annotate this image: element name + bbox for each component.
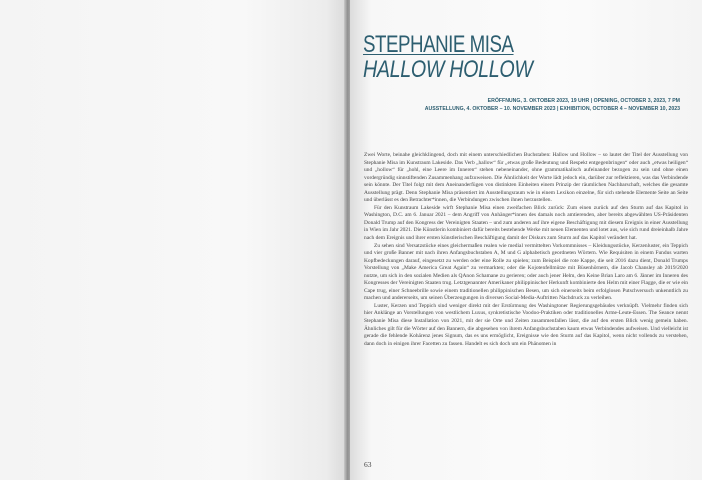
paragraph: Luster, Kerzen und Teppich sind weniger direkt mit der Erstürmung des Washingtoner Regierungsgebäudes verknüpft. Vielmehr finden sich hier Anklänge an Vorstellungen von westlichem Luxus, synkretistische Voodoo-Praktiken oder traditionelles Arme-Leute-Essen. The Seance nennt Stephanie Misa diese Installation von 2021, mit der sie Orte und Zeiten zusammenfallen lässt, die auf den ersten Blick wenig gemein haben. Ähnliches gilt für die Wörter auf den Bannern, die abgesehen von ihrem Anfangsbuchstaben kaum etwas Verbindendes aufweisen. Und vielleicht ist gerade die fehlende Kohärenz jenes Signum, das es uns ermöglicht, Ereignisse wie den Sturm auf das Kapitol, wenn nicht vollends zu verstehen, dann doch in einigen ihrer Facetten zu fassen. Handelt es sich doch um ein Phänomen in [364, 302, 688, 347]
paragraph: Für den Kunstraum Lakeside wirft Stephanie Misa einen zweifachen Blick zurück: Zum einen zurück auf den Sturm auf das Kapitol in Washington, D.C. am 6. Januar 2021 – dem Angriff von Anhänger*innen des damals noch amtierenden, aber bereits abgewählten US-Präsidenten Donald Trump auf den Kongress der Vereinigten Staaten – und zum anderen auf ihre eigene Beschäftigung mit diesem Ereignis in einer Ausstellung in Wien im Jahr 2021. Die Künstlerin kombiniert dafür bereits bestehende Werke mit neuen Elementen und lotet aus, wie sich rund dreieinhalb Jahre nach dem Ereignis und ihrer ersten künstlerischen Beschäftigung damit der Diskurs zum Sturm auf das Kapitol verändert hat. [364, 204, 688, 242]
paragraph: Zwei Worte, beinahe gleichklingend, doch mit einem unterschiedlichen Buchstaben: Hallow und Hollow – so lautet der Titel der Ausstellung von Stephanie Misa im Kunstraum Lakeside. Das Verb „hallow“ für „etwas große Bedeutung und Respekt entgegenbringen“ oder auch „etwas heiligen“ und „hollow“ für „hohl, eine Leere im Inneren“ stehen nebeneinander, ohne grammatikalisch aufeinander bezogen zu sein und ohne einen vordergründig sinnstiftenden Zusammenhang aufzuweisen. Die Ähnlichkeit der Worte lädt jedoch ein, darüber zur reflektieren, was das Verbindende sein könnte. Der Titel folgt mit dem Aneinanderfügen von distinkten Einheiten einem Prinzip der räumlichen Nachbarschaft, welches die gesamte Ausstellung prägt. Denn Stephanie Misa präsentiert im Ausstellungsraum wie in einem Lexikon einzelne, für sich stehende Elemente Seite an Seite und überlässt es den Betrachter*innen, die Verbindungen zwischen ihnen herzustellen. [364, 152, 688, 204]
title-block [363, 33, 683, 82]
paragraph: Zu sehen sind Versatzstücke eines gleichermaßen realen wie medial vermittelten Vorkommnisses – Kleidungsstücke, Kerzenluster, ein Teppich und vier große Banner mit nach ihren Anfangsbuchstaben A, M und G alphabetisch geordneten Wörtern. Wie Requisiten in einem Fundus warten Kopfbedeckungen darauf, eingesetzt zu werden oder eine Rolle zu spielen; zum Beispiel die rote Kappe, die seit 2016 dazu dient, Donald Trumps Vorstellung von „Make America Great Again“ zu vermarkten; oder die Kojotenfellmütze mit Büsenhörnern, die Jacob Chansley ab 2019/2020 nutzte, um sich in den sozialen Medien als QAnon Schamane zu gerieren; oder auch jener Helm, den Keine Brian Laro am 6. Jänner im Inneren des Kongresses der Vereinigten Staaten trug. Letztgenannter Amerikaner philippinischer Herkunft kombinierte den Helm mit einer Flagge, die er wie ein Cape trug, einer Schneebrille sowie einem traditionellen philippinischen Besen, um sich einerseits beim erfolglosen Putschversuch unkenntlich zu machen und andererseits, um seinen Überzeugungen in diversen Social-Media-Auftritten Nachdruck zu verleihen. [364, 242, 688, 302]
exhibition-title: HALLOW HOLLOW [363, 56, 533, 83]
artist-name: STEPHANIE MISA [363, 31, 514, 58]
exhibition-date-line: AUSSTELLUNG, 4. OKTOBER – 10. NOVEMBER 2023 | EXHIBITION, OCTOBER 4 – NOVEMBER 10, 2023 [424, 106, 680, 113]
page-number: 63 [364, 460, 372, 469]
opening-date-line: ERÖFFNUNG, 3. OKTOBER 2023, 19 UHR | OPENING, OCTOBER 3, 2023, 7 PM [487, 98, 680, 104]
essay-text [364, 152, 688, 348]
left-page [0, 0, 347, 480]
exhibition-dates [350, 97, 680, 114]
right-page [350, 0, 702, 480]
